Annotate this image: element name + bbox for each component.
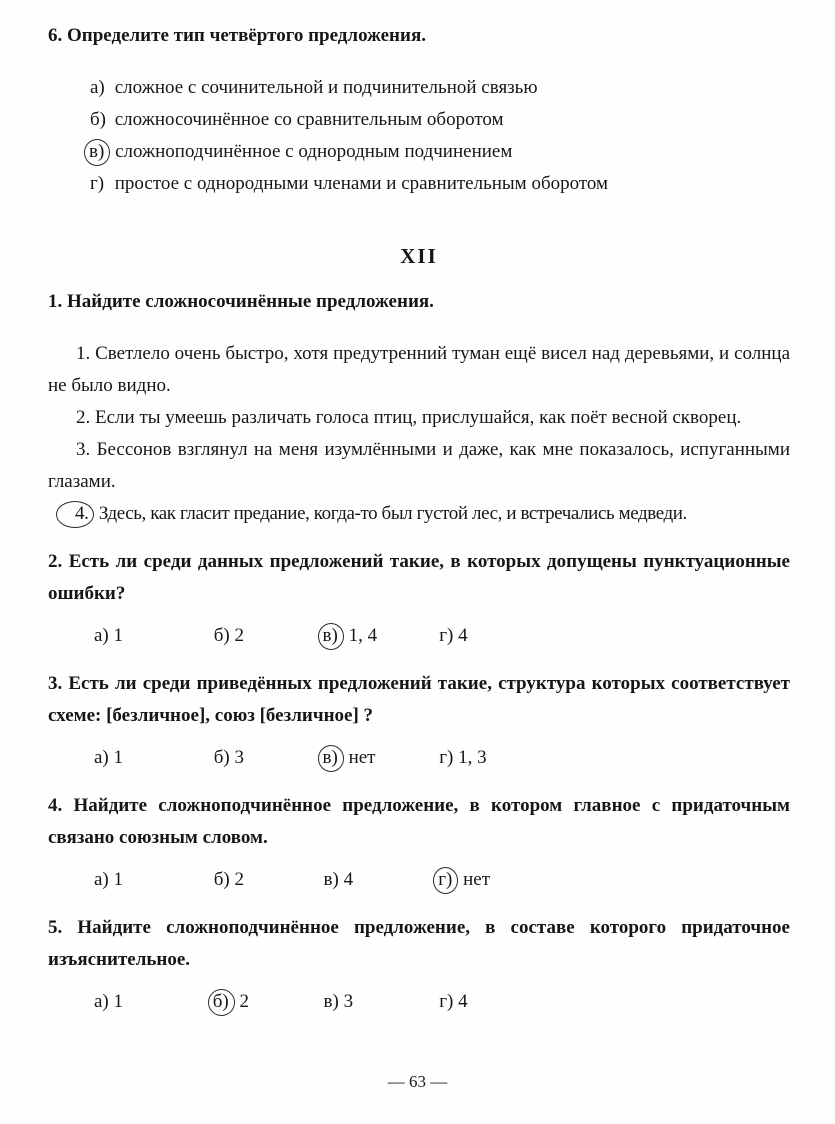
question-4-title: 4. Найдите сложноподчинённое предложение, в котором главное с придаточным связано союзным словом. bbox=[48, 795, 790, 848]
option-b bbox=[90, 104, 790, 136]
option-c bbox=[90, 136, 790, 168]
option-a bbox=[90, 72, 790, 104]
option-text: сложное с сочинительной и подчинительной связью bbox=[114, 77, 538, 98]
answer-value: 1, 3 bbox=[458, 747, 487, 768]
option-letter: б) bbox=[90, 109, 106, 130]
answer-item bbox=[94, 986, 209, 1018]
answer-value: 1 bbox=[113, 991, 124, 1012]
answer-item bbox=[439, 742, 486, 774]
option-d bbox=[90, 168, 790, 200]
option-text: простое с однородными членами и сравнительным оборотом bbox=[114, 173, 609, 194]
page-number: — 63 — bbox=[387, 1072, 448, 1091]
question-2-answers bbox=[94, 620, 790, 652]
sentence-4 bbox=[48, 498, 790, 530]
answer-item bbox=[94, 742, 209, 774]
answer-item bbox=[439, 986, 467, 1018]
answer-value: 4 bbox=[343, 869, 354, 890]
option-text: сложноподчинённое с однородным подчинением bbox=[115, 141, 513, 162]
question-3-answers bbox=[94, 742, 790, 774]
answer-item bbox=[214, 864, 319, 896]
answer-letter: г) bbox=[439, 991, 454, 1012]
answer-value: 2 bbox=[234, 869, 244, 890]
answer-item bbox=[214, 742, 319, 774]
answer-value: 1 bbox=[113, 869, 124, 890]
sentence-1 bbox=[48, 338, 790, 402]
answer-item bbox=[324, 986, 435, 1018]
answer-value: 3 bbox=[234, 747, 244, 768]
circled-answer-letter: г) bbox=[433, 867, 458, 894]
circled-answer-number: 4. bbox=[56, 501, 94, 528]
question-4-answers bbox=[94, 864, 790, 896]
question-1-sentences bbox=[48, 338, 790, 530]
answer-value: 4 bbox=[458, 991, 468, 1012]
question-1-title: 1. Найдите сложносочинённые предложения. bbox=[48, 291, 434, 312]
answer-letter: а) bbox=[94, 869, 109, 890]
sentence-3 bbox=[48, 434, 790, 498]
answer-letter: а) bbox=[94, 625, 109, 646]
answer-value: 1 bbox=[113, 625, 124, 646]
sentence-text: Бессонов взглянул на меня изумлёнными и даже, как мне показалось, испуганными глазами. bbox=[48, 439, 790, 492]
circled-answer-letter: б) bbox=[208, 989, 235, 1016]
question-6-title: 6. Определите тип четвёртого предложения. bbox=[48, 25, 426, 46]
answer-letter: в) bbox=[323, 991, 339, 1012]
sentence-number: 1. bbox=[76, 343, 91, 364]
circled-answer-letter: в) bbox=[84, 139, 110, 166]
sentence-text: Если ты умеешь различать голоса птиц, прислушайся, как поёт весной скворец. bbox=[95, 407, 742, 428]
answer-letter: б) bbox=[213, 625, 230, 646]
question-2-title: 2. Есть ли среди данных предложений такие, в которых допущены пунктуационные ошибки? bbox=[48, 551, 790, 604]
circled-answer-letter: в) bbox=[318, 745, 344, 772]
answer-letter: г) bbox=[439, 625, 454, 646]
question-6-options bbox=[48, 72, 790, 200]
answer-value: 1, 4 bbox=[348, 625, 378, 646]
answer-item bbox=[214, 620, 319, 652]
answer-value: 2 bbox=[234, 625, 244, 646]
sentence-text: Здесь, как гласит предание, когда-то был густой лес, и встречались медведи. bbox=[98, 503, 687, 524]
answer-letter: а) bbox=[94, 747, 109, 768]
section-heading: XII bbox=[400, 244, 438, 268]
answer-value: 3 bbox=[343, 991, 354, 1012]
answer-value: нет bbox=[463, 869, 491, 890]
answer-letter: а) bbox=[94, 991, 109, 1012]
question-3-title: 3. Есть ли среди приведённых предложений такие, структура которых соответствует схеме: [безличное], союз [безличное] ? bbox=[48, 673, 790, 726]
sentence-2 bbox=[48, 402, 790, 434]
answer-item bbox=[439, 864, 490, 896]
answer-item bbox=[94, 864, 209, 896]
option-text: сложносочинённое со сравнительным оборотом bbox=[114, 109, 504, 130]
answer-letter: в) bbox=[323, 869, 339, 890]
answer-item bbox=[214, 986, 319, 1018]
answer-item bbox=[94, 620, 209, 652]
answer-value: 1 bbox=[113, 747, 124, 768]
option-letter: а) bbox=[90, 77, 105, 98]
question-5-answers bbox=[94, 986, 790, 1018]
answer-item bbox=[324, 620, 435, 652]
circled-answer-letter: в) bbox=[318, 623, 344, 650]
answer-letter: б) bbox=[213, 869, 230, 890]
option-letter: г) bbox=[90, 173, 105, 194]
answer-item bbox=[324, 742, 435, 774]
answer-letter: г) bbox=[439, 747, 454, 768]
sentence-text: Светлело очень быстро, хотя предутренний туман ещё висел над деревьями, и солнца не было видно. bbox=[48, 343, 791, 396]
answer-item bbox=[439, 620, 467, 652]
answer-value: 4 bbox=[458, 625, 468, 646]
answer-item bbox=[324, 864, 435, 896]
sentence-number: 3. bbox=[76, 439, 91, 460]
answer-value: нет bbox=[348, 747, 376, 768]
sentence-number: 2. bbox=[76, 407, 91, 428]
answer-value: 2 bbox=[239, 991, 249, 1012]
question-5-title: 5. Найдите сложноподчинённое предложение, в составе которого придаточное изъяснительное. bbox=[48, 917, 790, 970]
answer-letter: б) bbox=[213, 747, 230, 768]
